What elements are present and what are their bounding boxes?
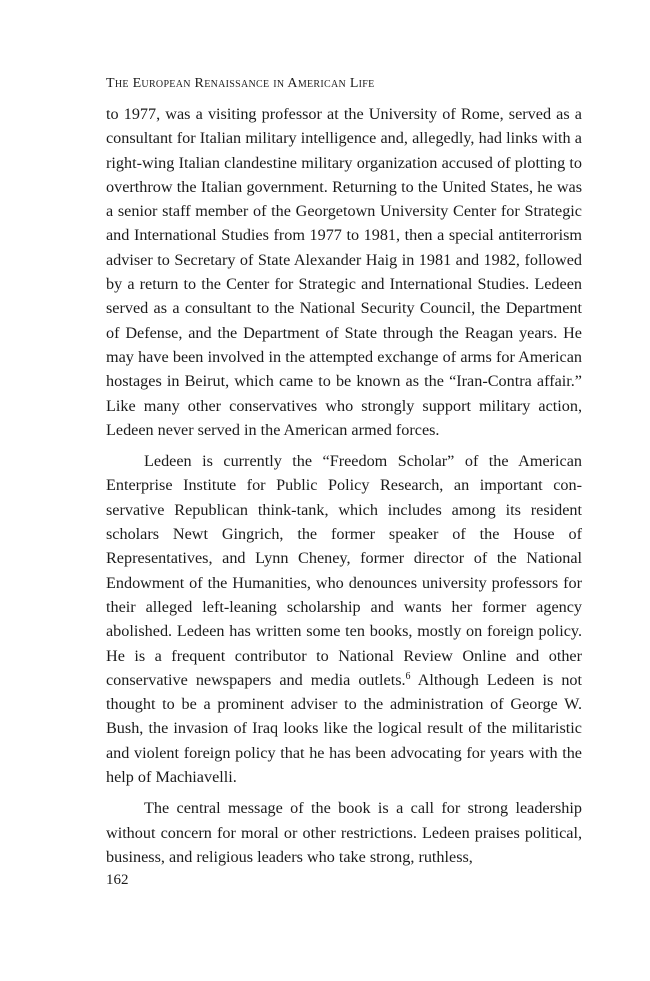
paragraph-2-text: Ledeen is currently the “Freedom Scholar” of the American Enterprise Institute for Public Policy Research, an important conservative Republican think-tank, which includes among its resident scholars Newt Gingrich, the former speaker of the House of Representatives, and Lynn Cheney, former director of the National Endowment of the Humanities, who denounces university professors for their alleged left-leaning scholarship and wants her former agency abolished. Ledeen has written some ten books, mostly on foreign policy. He is a frequent contributor to National Review Online and other conservative newspapers and media outlets.	[106, 452, 582, 689]
body-text	[106, 102, 582, 869]
page-number: 162	[106, 872, 129, 888]
book-page	[106, 74, 582, 869]
footnote-marker[interactable]: 6	[405, 670, 411, 682]
paragraph-1: to 1977, was a visiting professor at the University of Rome, served as a consultant for Italian military intelligence and, allegedly, had links with a right-wing Italian clandestine military organization accused of plotting to overthrow the Italian government. Returning to the United States, he was a senior staff member of the Georgetown University Center for Strategic and International Studies from 1977 to 1981, then a special antiterrorism adviser to Secretary of State Alexander Haig in 1981 and 1982, followed by a return to the Center for Strategic and International Studies. Ledeen served as a consultant to the National Security Council, the Department of Defense, and the Department of State through the Reagan years. He may have been involved in the attempted exchange of arms for American hostages in Beirut, which came to be known as the “Iran-Contra affair.” Like many other conservatives who strongly support military action, Ledeen never served in the American armed forces.	[106, 105, 582, 439]
running-head: The European Renaissance in American Life	[106, 76, 375, 91]
paragraph-2-text-continued: Although Ledeen is not thought to be a prominent adviser to the administration of George W. Bush, the invasion of Iraq looks like the logical result of the militaristic and violent foreign policy that he has been advocating for years with the help of Machiavelli.	[106, 670, 583, 787]
paragraph-3: The central message of the book is a call for strong leadership without concern for moral or other restrictions. Ledeen praises political, business, and religious leaders who take strong, ruthless,	[106, 799, 582, 866]
paragraph-2	[106, 449, 582, 789]
